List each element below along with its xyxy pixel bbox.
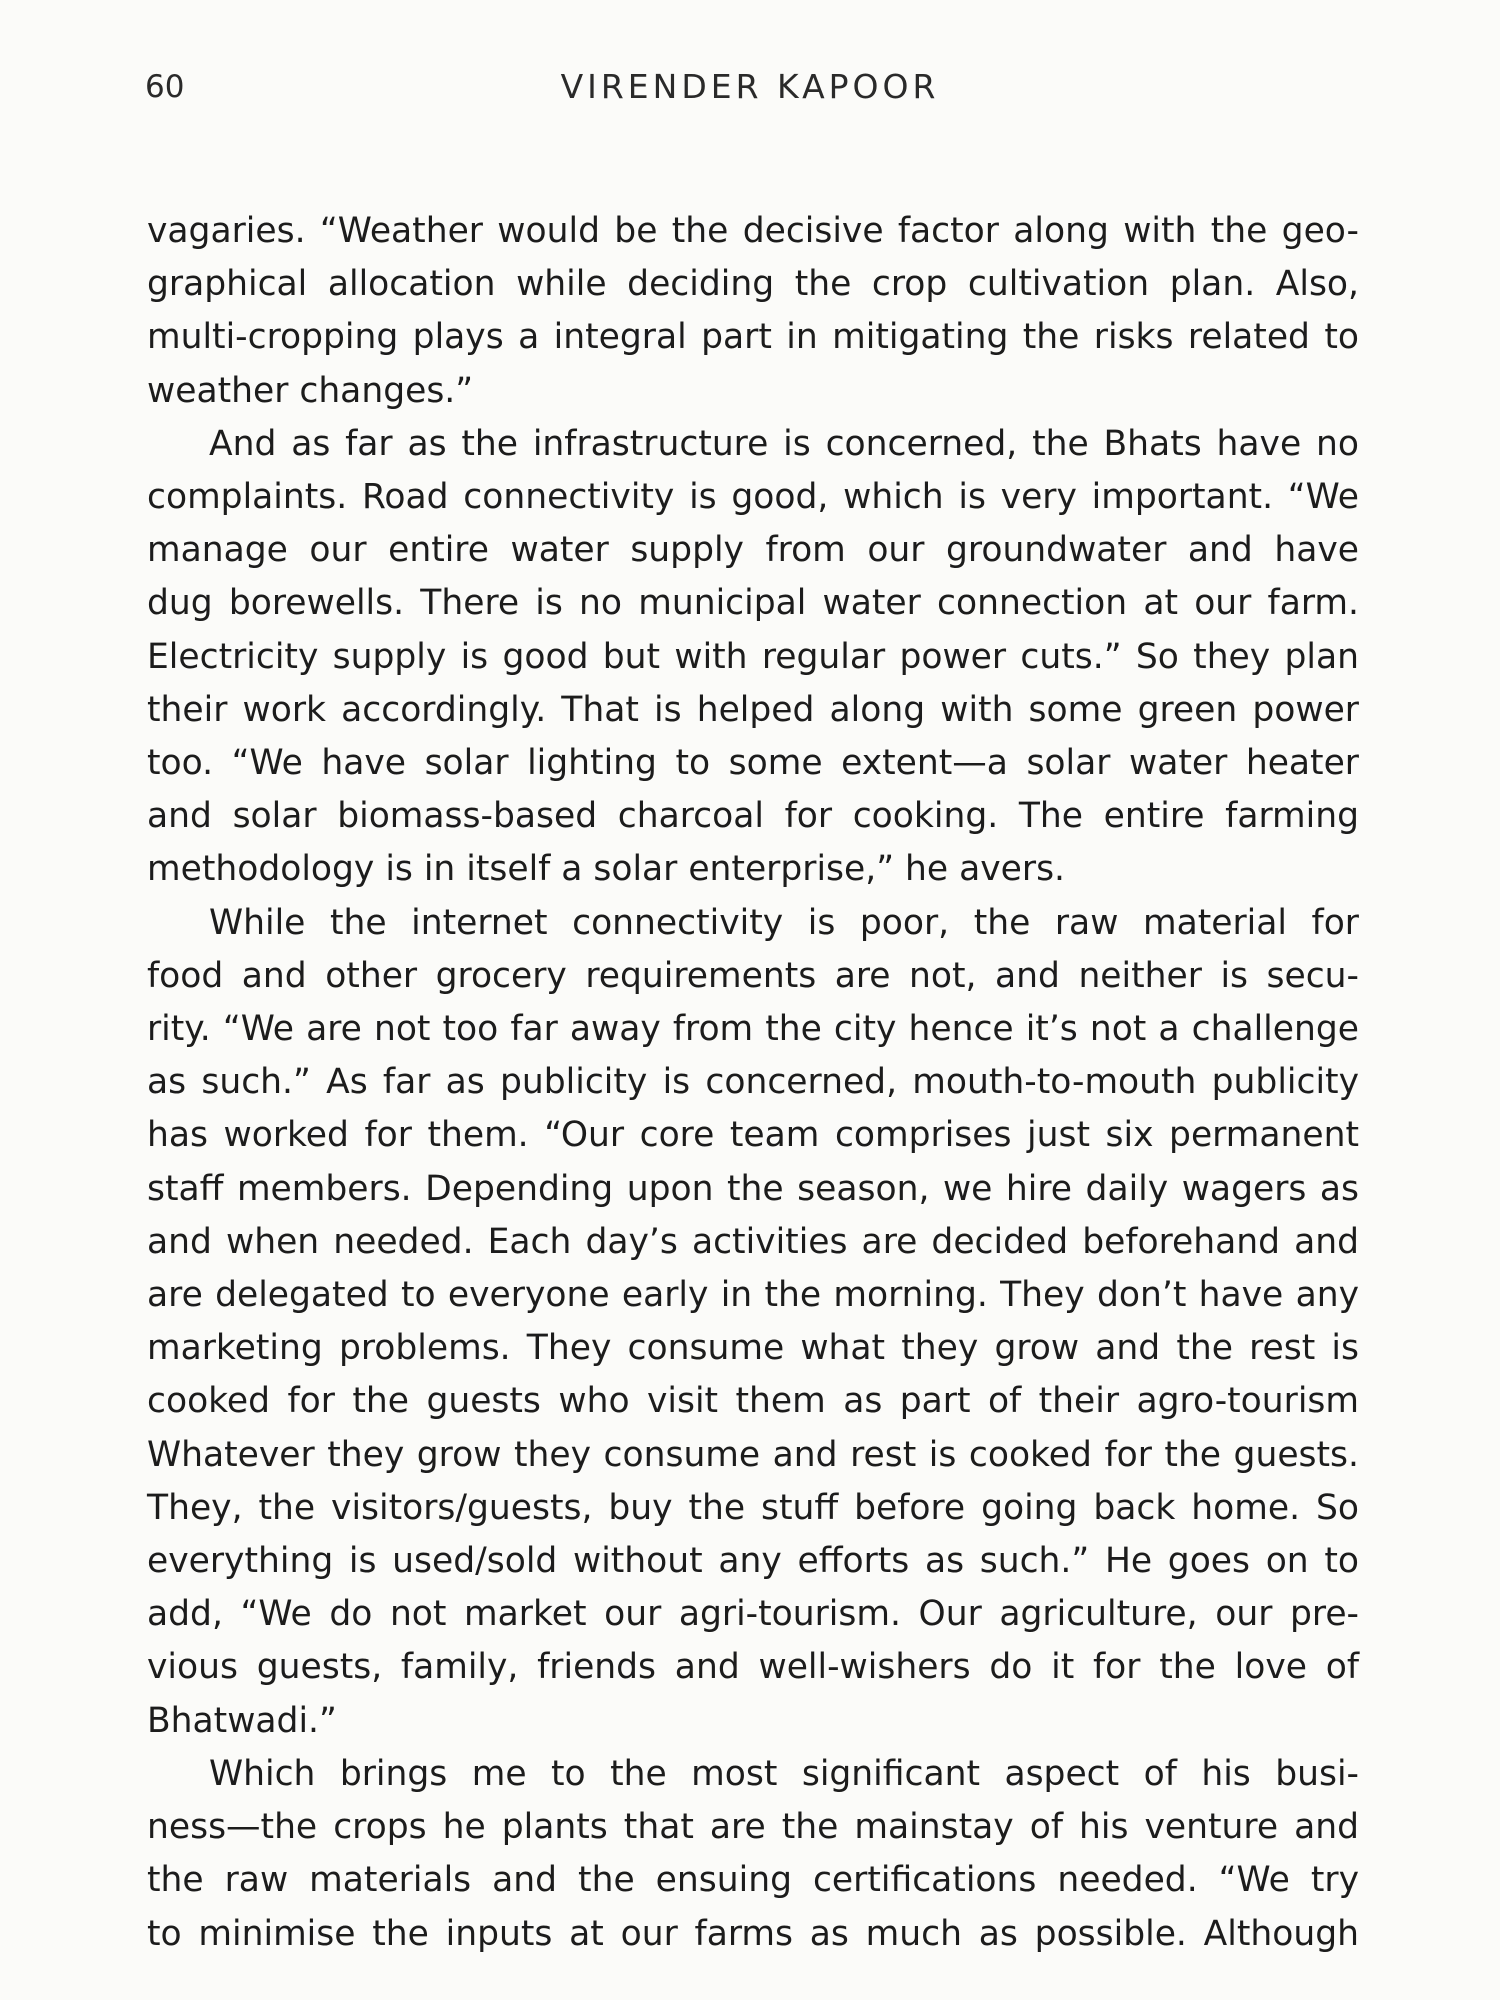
text-line: food and other grocery requirements are not, and neither is secu- — [147, 955, 1359, 996]
text-line: vagaries. “Weather would be the decisive factor along with the geo- — [147, 211, 1359, 251]
text-line: rity. “We are not too far away from the city hence it’s not a challenge — [147, 1009, 1359, 1050]
paragraph-1 — [147, 205, 1359, 418]
text-line: their work accordingly. That is helped along with some green power — [147, 689, 1359, 730]
text-line: Whatever they grow they consume and rest is cooked for the guests. — [147, 1434, 1359, 1475]
text-line: are delegated to everyone early in the morning. They don’t have any — [147, 1275, 1359, 1316]
paragraph-2 — [147, 418, 1359, 897]
text-line: And as far as the infrastructure is concerned, the Bhats have no — [209, 423, 1359, 464]
text-line: the raw materials and the ensuing certifications needed. “We try — [147, 1860, 1359, 1901]
text-line: too. “We have solar lighting to some extent—a solar water heater — [147, 743, 1359, 784]
text-line: and solar biomass-based charcoal for cooking. The entire farming — [147, 796, 1359, 837]
text-line: complaints. Road connectivity is good, which is very important. “We — [147, 477, 1359, 518]
paragraph-3 — [147, 897, 1359, 1748]
text-line: as such.” As far as publicity is concerned, mouth-to-mouth publicity — [147, 1062, 1359, 1103]
text-line: and when needed. Each day’s activities are decided beforehand and — [147, 1221, 1359, 1262]
running-head-author: VIRENDER KAPOOR — [560, 67, 940, 106]
text-line: add, “We do not market our agri-tourism. Our agriculture, our pre- — [147, 1594, 1359, 1635]
text-line: While the internet connectivity is poor, the raw material for — [209, 902, 1359, 943]
text-line: Which brings me to the most significant aspect of his busi- — [209, 1753, 1359, 1794]
text-line: They, the visitors/guests, buy the stuff before going back home. So — [147, 1487, 1359, 1528]
text-line: multi-cropping plays a integral part in mitigating the risks related to — [147, 317, 1359, 358]
text-line: vious guests, family, friends and well-wishers do it for the love of — [147, 1647, 1359, 1688]
text-line: dug borewells. There is no municipal water connection at our farm. — [147, 583, 1359, 624]
text-line: to minimise the inputs at our farms as much as possible. Although — [147, 1913, 1359, 1954]
text-line: ness—the crops he plants that are the mainstay of his venture and — [147, 1807, 1359, 1848]
text-line: Electricity supply is good but with regular power cuts.” So they plan — [147, 636, 1359, 677]
text-line: weather changes.” — [147, 370, 474, 411]
body-text — [147, 205, 1359, 1961]
text-line: methodology is in itself a solar enterprise,” he avers. — [147, 849, 1066, 890]
text-line: graphical allocation while deciding the crop cultivation plan. Also, — [147, 264, 1359, 305]
paragraph-4 — [147, 1748, 1359, 1961]
running-head — [145, 62, 1355, 112]
page-number: 60 — [145, 69, 185, 105]
text-line: everything is used/sold without any efforts as such.” He goes on to — [147, 1541, 1359, 1582]
text-line: staff members. Depending upon the season, we hire daily wagers as — [147, 1168, 1359, 1209]
text-line: marketing problems. They consume what they grow and the rest is — [147, 1328, 1359, 1369]
text-line: cooked for the guests who visit them as part of their agro-tourism — [147, 1381, 1359, 1422]
text-line: manage our entire water supply from our groundwater and have — [147, 530, 1359, 571]
text-line: Bhatwadi.” — [147, 1700, 337, 1741]
text-line: has worked for them. “Our core team comprises just six permanent — [147, 1115, 1359, 1156]
